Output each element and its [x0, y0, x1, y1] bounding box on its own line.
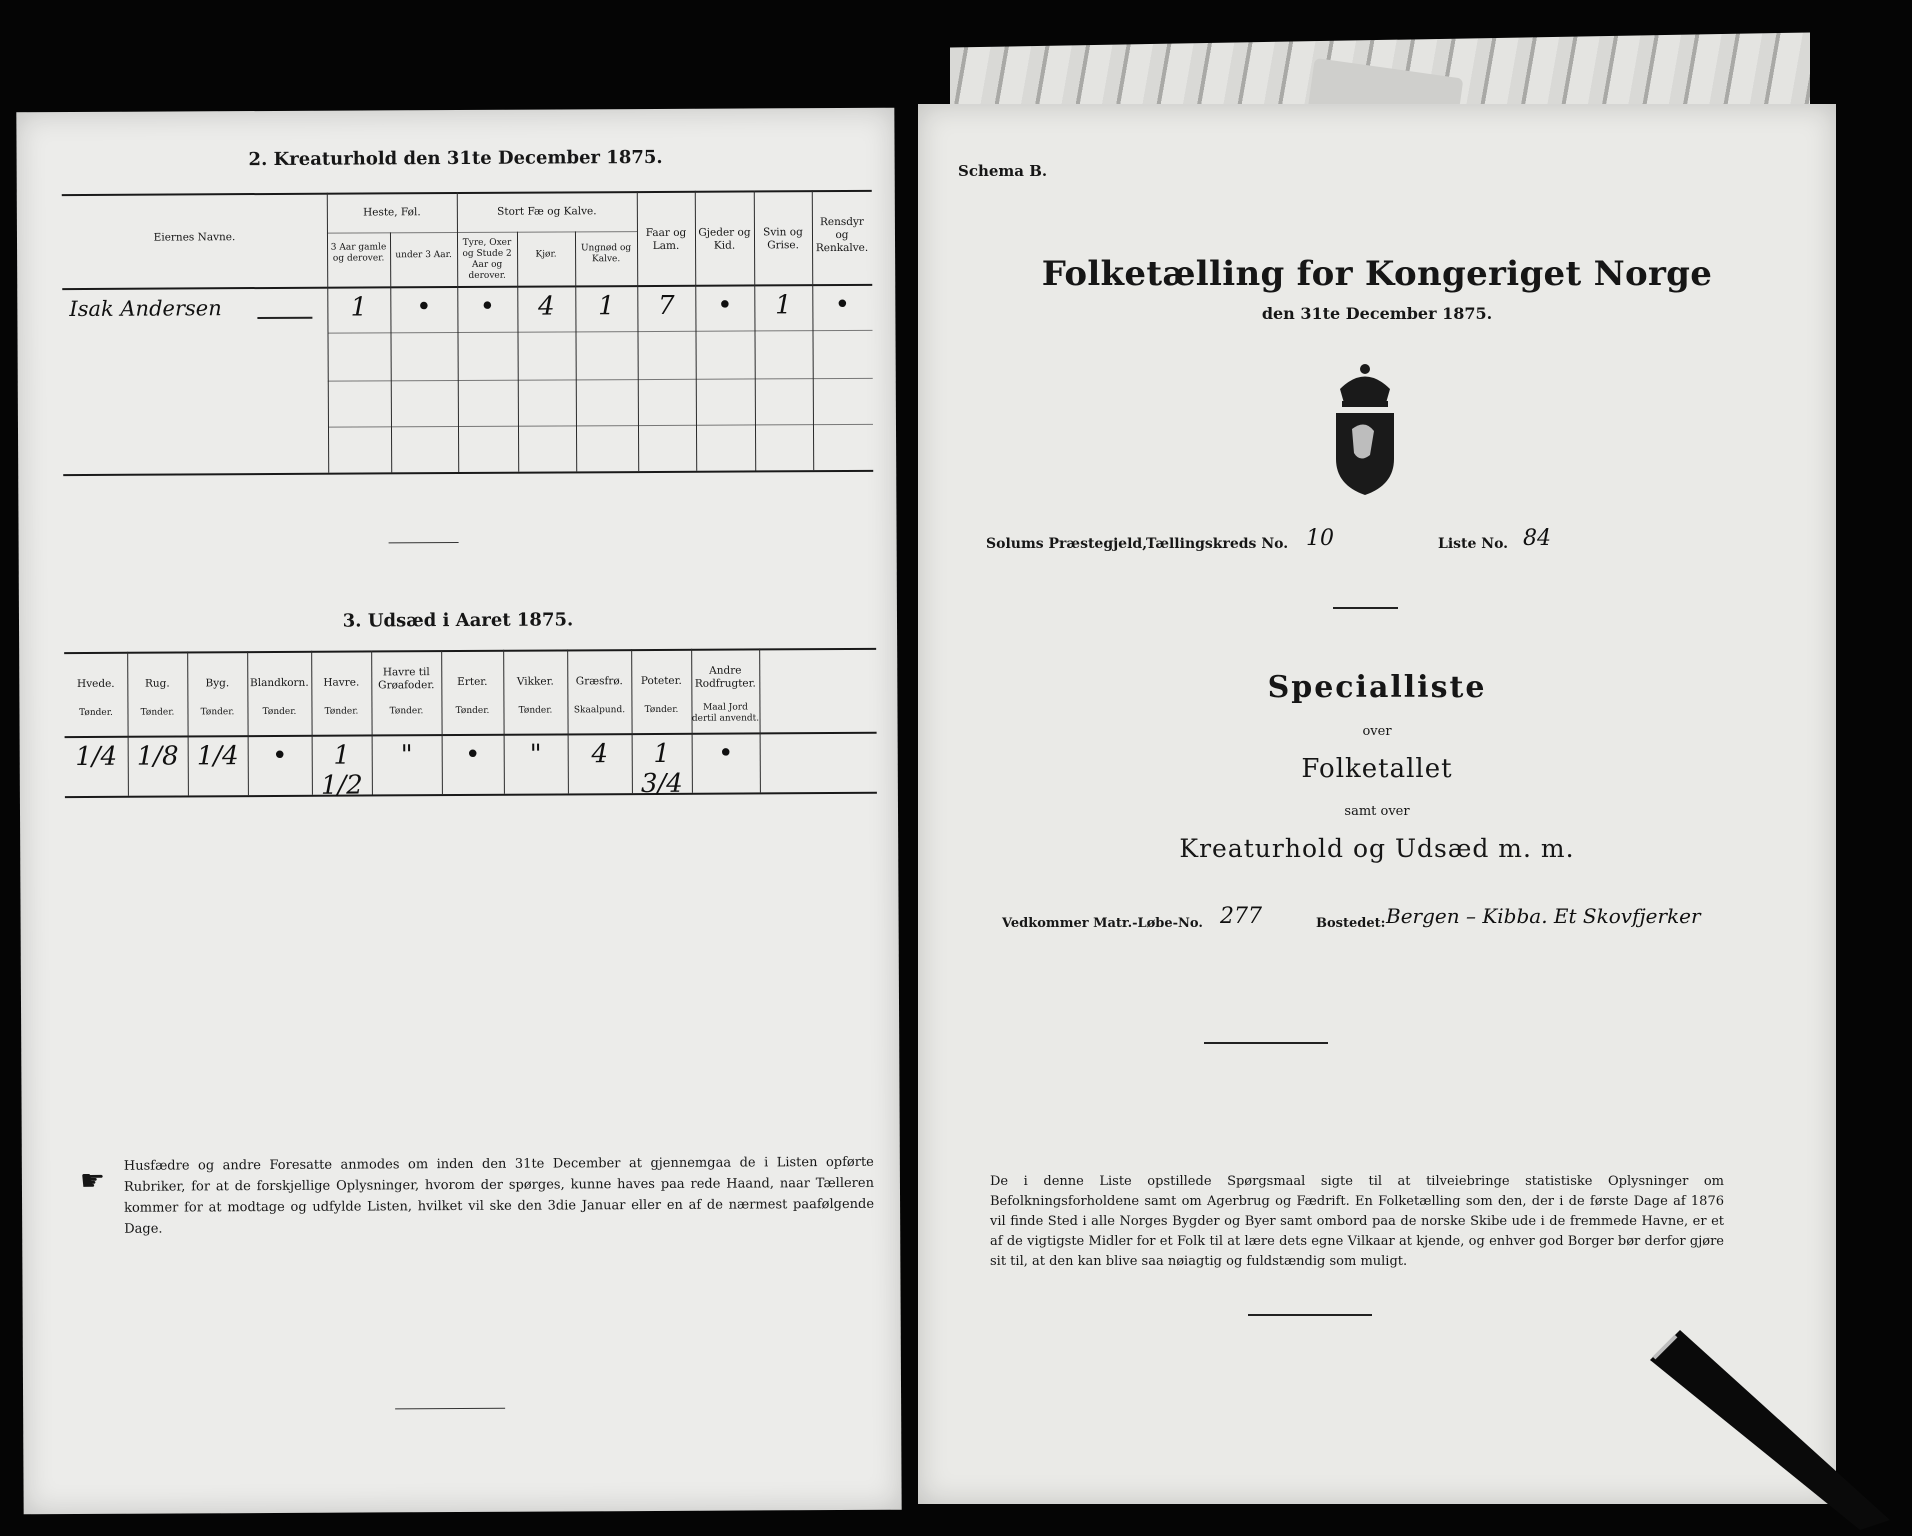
kreds-label: Tællingskreds No.: [1146, 536, 1289, 552]
separator: [1333, 607, 1398, 609]
table-cell: 7: [657, 290, 675, 321]
left-page: [16, 108, 901, 1515]
col-rule: [187, 651, 189, 795]
storfe-sub2: Kjør.: [535, 249, 557, 260]
crop-name: Havre.: [323, 676, 360, 689]
crop-name: Havre til Grøafoder.: [378, 666, 435, 692]
crop-unit: Tønder.: [455, 705, 490, 717]
crop-value: •: [717, 738, 734, 769]
table-cell: •: [717, 290, 733, 321]
crop-name: Poteter.: [640, 674, 682, 688]
separator: [1204, 1042, 1328, 1044]
sub-rule: [327, 232, 457, 234]
storfe-sub1: Tyre, Oxer og Stude 2 Aar og derover.: [462, 237, 512, 281]
section3-title: 3. Udsæd i Aaret 1875.: [342, 609, 574, 632]
col-rule: [517, 232, 519, 472]
table-rule: [65, 792, 877, 798]
coat-of-arms-icon: [1330, 359, 1400, 499]
col-rule: [575, 231, 577, 471]
crop-unit: Tønder.: [200, 707, 235, 718]
crop-unit: Tønder.: [518, 705, 553, 716]
crop-name: Blandkorn.: [249, 676, 309, 690]
liste-value: 84: [1523, 526, 1551, 551]
col-rule: [567, 649, 569, 793]
section2-title: 2. Kreaturhold den 31te December 1875.: [248, 146, 663, 171]
kreatur-title: Kreaturhold og Udsæd m. m.: [1179, 834, 1575, 863]
crop-value: ": [400, 740, 413, 771]
crop-unit: Skaalpund.: [573, 705, 626, 716]
table-cell: •: [416, 292, 432, 323]
crop-unit: Tønder.: [644, 704, 679, 716]
crop-value: 1 3/4: [640, 738, 683, 800]
crop-name: Rug.: [144, 677, 170, 690]
crop-unit: Tønder.: [79, 707, 113, 718]
prestegjeld-label: Solums Præstegjeld,: [986, 536, 1148, 552]
storfe-header: Stort Fæ og Kalve.: [497, 205, 597, 218]
gjeder-header: Gjeder og Kid.: [698, 226, 751, 252]
col-rule: [127, 652, 129, 796]
heste-sub2: under 3 Aar.: [395, 250, 452, 261]
crop-name: Græsfrø.: [575, 675, 623, 688]
crop-unit: Maal Jord dertil anvendt.: [691, 702, 760, 724]
table-rule: [65, 732, 877, 738]
pointing-hand-icon: ☛: [79, 1163, 106, 1197]
table-cell: •: [834, 289, 851, 321]
owner-name: Isak Andersen: [69, 296, 222, 322]
crop-value: 1/8: [136, 741, 179, 772]
heste-sub1: 3 Aar gamle og derover.: [330, 242, 387, 264]
name-dash: [257, 317, 312, 319]
row-rule: [328, 424, 873, 428]
table-rule: [64, 648, 876, 654]
crop-value: ": [529, 739, 542, 770]
page-title: Folketælling for Kongeriget Norge: [1041, 254, 1713, 294]
kreds-value: 10: [1306, 526, 1334, 551]
pen-icon: [1640, 1320, 1900, 1530]
samt-over-label: samt over: [1344, 804, 1410, 819]
storfe-sub3: Ungnød og Kalve.: [580, 243, 632, 265]
table-cell: 1: [350, 292, 368, 323]
crop-unit: Tønder.: [389, 706, 424, 717]
row-rule: [328, 378, 873, 382]
table-rule: [63, 470, 873, 476]
crop-name: Andre Rodfrugter.: [694, 664, 756, 690]
table-cell: 1: [597, 291, 615, 322]
crop-value: •: [271, 740, 288, 771]
separator: [1248, 1314, 1372, 1316]
liste-label: Liste No.: [1438, 536, 1509, 552]
matr-label: Vedkommer Matr.-Løbe-No.: [1002, 916, 1203, 931]
table-cell: 4: [538, 291, 555, 322]
col-rule: [503, 650, 505, 794]
col-rule: [441, 650, 443, 794]
folketallet-title: Folketallet: [1301, 754, 1453, 784]
over-label: over: [1362, 724, 1392, 739]
sub-rule: [457, 231, 637, 233]
matr-value: 277: [1220, 904, 1262, 929]
table-rule: [62, 284, 872, 290]
crop-name: Byg.: [205, 677, 230, 690]
faar-header: Faar og Lam.: [645, 226, 687, 252]
title-date: den 31te December 1875.: [1261, 304, 1493, 323]
schema-label: Schema B.: [958, 162, 1048, 180]
rensdyr-header: Rensdyr og Renkalve.: [815, 215, 869, 255]
separator: [389, 542, 459, 543]
crop-value: 4: [591, 739, 609, 770]
crop-unit: Tønder.: [262, 706, 297, 718]
bostedet-value: Bergen – Kibba. Et Skovfjerker: [1386, 904, 1701, 928]
notice-text: Husfædre og andre Foresatte anmodes om inden den 31te December at gjennemgaa de i Listen opførte Rubriker, for at de forskjellige Oplysninger, hvorom der spørges, kunne haves paa rede Haand, naar Tælleren kommer for at modtage og udfylde Listen, hvilket vil ske den 3die Januar eller en af de nærmest paafølgende Dage.: [123, 1154, 875, 1237]
crop-unit: Tønder.: [140, 707, 175, 718]
crop-value: 1 1/2: [320, 740, 363, 801]
col-rule: [390, 232, 392, 472]
separator: [395, 1408, 505, 1410]
crop-name: Hvede.: [77, 677, 115, 690]
crop-value: 1/4: [75, 741, 118, 773]
col-rule: [247, 651, 249, 795]
right-page: [918, 104, 1836, 1504]
special-title: Specialliste: [1267, 670, 1487, 705]
crops-table: [16, 108, 894, 113]
bostedet-label: Bostedet:: [1316, 916, 1386, 931]
owner-header: Eiernes Navne.: [153, 231, 236, 244]
svin-header: Svin og Grise.: [763, 226, 803, 252]
table-cell: 1: [774, 290, 792, 321]
table-cell: •: [479, 291, 496, 322]
crop-value: 1/4: [196, 741, 239, 772]
row-rule: [327, 330, 872, 334]
crop-unit: Tønder.: [324, 706, 359, 717]
info-paragraph: De i denne Liste opstillede Spørgsmaal sigte til at tilveiebringe statistiske Oplysninger om Befolkningsforholdene samt om Agerbrug og Fædrift. En Folketælling som den, der i de første Dage af 1876 vil finde Sted i alle Norges Bygder og Byer samt ombord paa de norske Skibe ude i de fremmede Havne, er et af de vigtigste Midler for et Folk til at lære dets egne Vilkaar at kjende, og enhver god Borger bør derfor gjøre sit til, at den kan blive saa nøiagtig og fuldstændig som muligt.: [990, 1174, 1724, 1269]
table-rule: [62, 190, 872, 196]
heste-header: Heste, Føl.: [363, 206, 421, 219]
crop-value: •: [464, 739, 481, 770]
crop-name: Erter.: [457, 675, 488, 689]
crop-name: Vikker.: [516, 675, 554, 688]
